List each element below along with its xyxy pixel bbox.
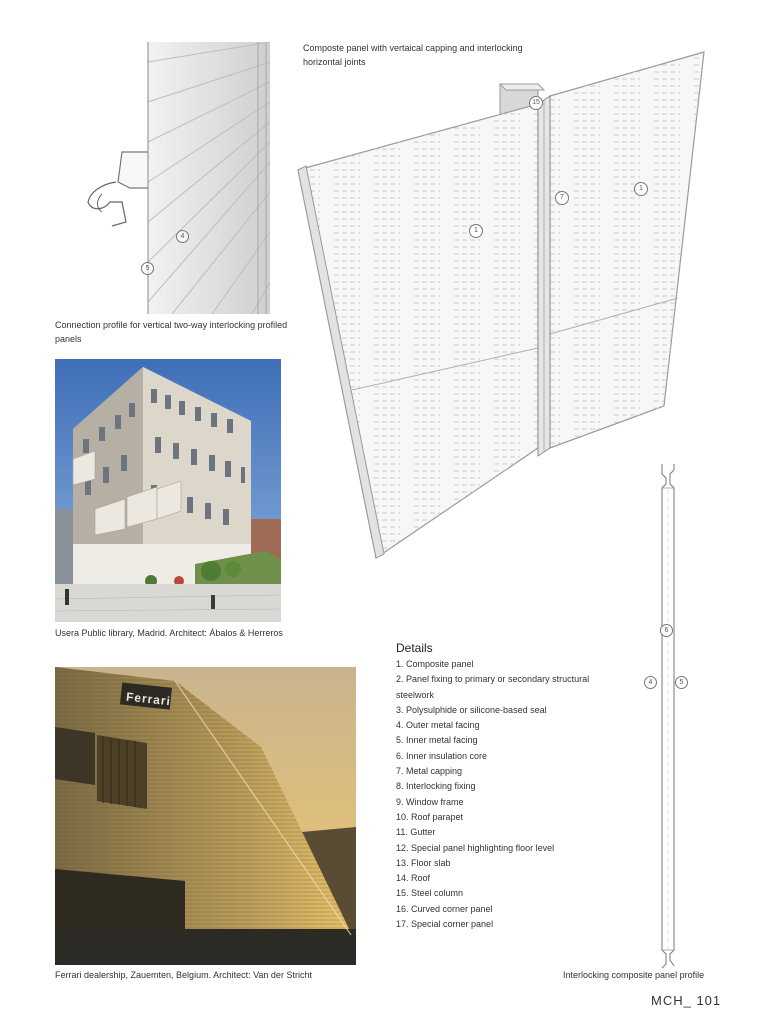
details-item: 13. Floor slab (396, 857, 451, 868)
callout-label: 5 (145, 265, 150, 272)
details-item: 15. Steel column (396, 888, 464, 899)
details-item: 2. Panel fixing to primary or secondary structural steelwork (396, 674, 590, 700)
callout-composite-panel-left (469, 224, 483, 238)
callout-inner-facing (141, 262, 154, 275)
callout-outer-facing-profile (644, 676, 657, 689)
details-item: 6. Inner insulation core (396, 750, 488, 761)
page-number: MCH_ 101 (651, 993, 722, 1008)
caption-panel-profile: Interlocking composite panel profile (563, 970, 705, 980)
details-item: 17. Special corner panel (396, 919, 494, 930)
connection-profile-drawing (82, 42, 274, 314)
caption-ferrari: Ferrari dealership, Zauemten, Belgium. Architect: Van der Stricht (55, 970, 312, 980)
details-item: 11. Gutter (396, 827, 436, 838)
panel-profile-drawing (640, 460, 700, 970)
details-list (396, 657, 596, 932)
details-item: 3. Polysulphide or silicone-based seal (396, 704, 547, 715)
callout-label: 1 (639, 185, 643, 192)
callout-label: 4 (648, 679, 653, 686)
ferrari-dealership-photo (55, 667, 356, 965)
ferrari-signage: Ferrari (125, 689, 172, 709)
caption-usera-library: Usera Public library, Madrid. Architect: Ábalos & Herreros (55, 628, 283, 638)
callout-insulation-core (660, 624, 673, 637)
caption-connection-profile: Connection profile for vertical two-way interlocking profiled panels (55, 320, 288, 344)
caption-composite-panel: Composte panel with vertaical capping and interlocking horizontal joints (303, 43, 523, 67)
details-heading: Details (396, 641, 433, 655)
details-item: 7. Metal capping (396, 766, 463, 777)
callout-inner-facing-profile (675, 676, 688, 689)
details-item: 10. Roof parapet (396, 811, 464, 822)
callout-composite-panel-right (634, 182, 648, 196)
details-item: 12. Special panel highlighting floor level (396, 842, 555, 853)
callout-label: 5 (679, 679, 684, 686)
callout-outer-facing (176, 230, 189, 243)
callout-steel-column (529, 96, 543, 110)
details-item: 8. Interlocking fixing (396, 781, 476, 792)
details-item: 5. Inner metal facing (396, 735, 478, 746)
details-item: 16. Curved corner panel (396, 903, 493, 914)
callout-label: 6 (664, 627, 669, 634)
details-item: 1. Composite panel (396, 659, 474, 669)
details-item: 14. Roof (396, 873, 431, 884)
callout-metal-capping (555, 191, 569, 205)
details-item: 4. Outer metal facing (396, 720, 480, 731)
callout-label: 1 (474, 227, 478, 234)
callout-label: 4 (180, 233, 185, 240)
usera-library-photo (55, 359, 281, 622)
details-item: 9. Window frame (396, 796, 464, 807)
callout-label: 7 (560, 194, 564, 201)
callout-label: 15 (532, 99, 540, 106)
